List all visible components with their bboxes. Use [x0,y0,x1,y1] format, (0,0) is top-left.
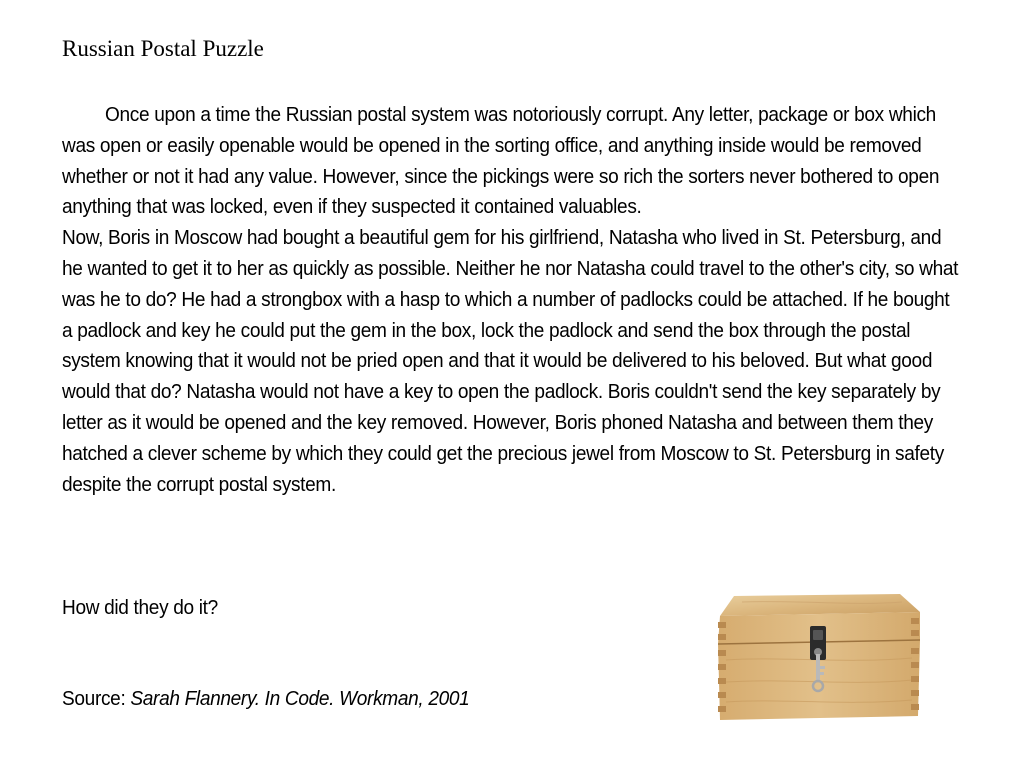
key-icon [816,654,820,682]
puzzle-question: How did they do it? [62,597,218,619]
source-line [62,684,469,714]
wooden-strongbox-image [712,590,924,724]
story-paragraph-1: Once upon a time the Russian postal system was notoriously corrupt. Any letter, package or box which was open or easily openable would be opened in the sorting office, and anything inside would be removed whether or not it had any value. However, since the pickings were so rich the sorters never bothered to open anything that was locked, even if they suspected it contained valuables. [62,104,940,219]
story-paragraph-2: Now, Boris in Moscow had bought a beautiful gem for his girlfriend, Natasha who lived in St. Petersburg, and he wanted to get it to her as quickly as possible. Neither he nor Natasha could travel to the other's city, so what was he to do? He had a strongbox with a hasp to which a number of padlocks could be attached. If he bought a padlock and key he could put the gem in the box, lock the padlock and send the box through the postal system knowing that it would not be pried open and that it would be delivered to his beloved. But what good would that do? Natasha would not have a key to open the padlock. Boris couldn't send the key separately by letter as it would be opened and the key removed. However, Boris phoned Natasha and between them they hatched a clever scheme by which they could get the precious jewel from Moscow to St. Petersburg in safety despite the corrupt postal system. [62,227,959,496]
story-text [62,100,964,500]
source-label: Source: [62,688,131,710]
source-citation: Sarah Flannery. In Code. Workman, 2001 [130,688,470,710]
slide-title: Russian Postal Puzzle [62,36,264,61]
